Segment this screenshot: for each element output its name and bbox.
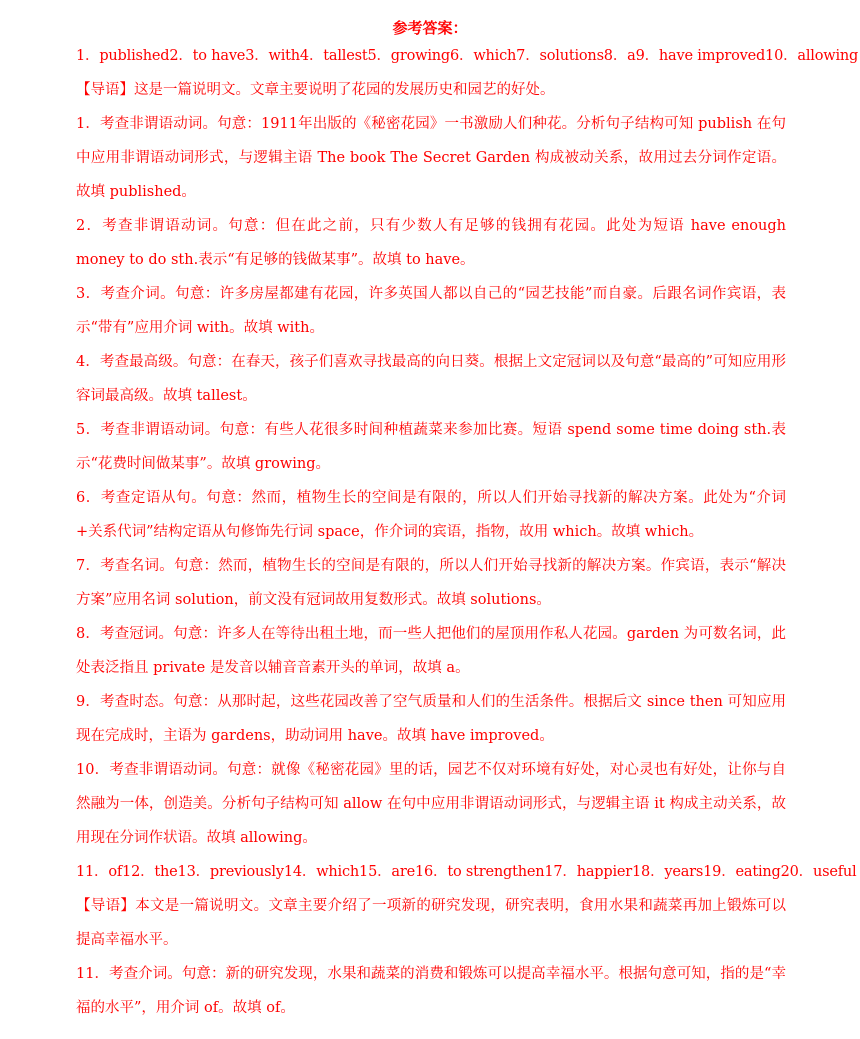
page-title: 参考答案： [392, 19, 468, 37]
explanation-item: 2．考查非谓语动词。句意：但在此之前，只有少数人有足够的钱拥有花园。此处为短语 have enough money to do sth.表示“有足够的钱做某事”。故填 to have。 [76, 218, 786, 268]
explanation-item: 4．考查最高级。句意：在春天，孩子们喜欢寻找最高的向日葵。根据上文定冠词以及句意“最高的”可知应用形容词最高级。故填 tallest。 [76, 354, 786, 404]
explanation-item: 3．考查介词。句意：许多房屋都建有花园，许多英国人都以自己的“园艺技能”而自豪。后跟名词作宾语，表示“带有”应用介词 with。故填 with。 [76, 286, 786, 336]
lead-paragraph-2: 【导语】本文是一篇说明文。文章主要介绍了一项新的研究发现，研究表明，食用水果和蔬菜再加上锻炼可以提高幸福水平。 [76, 898, 786, 948]
answer-key-1-10: 1．published2．to have3．with4．tallest5．growing6．which7．solutions8．a9．have improved10．allowing [76, 48, 859, 64]
explanation-item: 8．考查冠词。句意：许多人在等待出租土地，而一些人把他们的屋顶用作私人花园。garden 为可数名词，此处表泛指且 private 是发音以辅音音素开头的单词，故填 a。 [76, 626, 786, 676]
explanation-item: 6．考查定语从句。句意：然而，植物生长的空间是有限的，所以人们开始寻找新的解决方案。此处为“介词+关系代词”结构定语从句修饰先行词 space，作介词的宾语，指物，故用 which。故填 which。 [76, 490, 786, 540]
explanation-item: 7．考查名词。句意：然而，植物生长的空间是有限的，所以人们开始寻找新的解决方案。作宾语，表示“解决方案”应用名词 solution，前文没有冠词故用复数形式。故填 solutions。 [76, 558, 786, 608]
explanation-item: 9．考查时态。句意：从那时起，这些花园改善了空气质量和人们的生活条件。根据后文 since then 可知应用现在完成时，主语为 gardens，助动词用 have。故填 have improved。 [76, 694, 786, 744]
explanation-item: 11．考查介词。句意：新的研究发现，水果和蔬菜的消费和锻炼可以提高幸福水平。根据句意可知，指的是“幸福的水平”，用介词 of。故填 of。 [76, 966, 786, 1016]
explanation-item: 1．考查非谓语动词。句意：1911年出版的《秘密花园》一书激励人们种花。分析句子结构可知 publish 在句中应用非谓语动词形式，与逻辑主语 The book The Secret Garden 构成被动关系，故用过去分词作定语。故填 published。 [76, 116, 786, 200]
lead-paragraph-1: 【导语】这是一篇说明文。文章主要说明了花园的发展历史和园艺的好处。 [76, 82, 555, 98]
answer-key-11-20: 11．of12．the13．previously14．which15．are16．to strengthen17．happier18．years19．eating20．useful [76, 864, 857, 880]
explanation-item: 10．考查非谓语动词。句意：就像《秘密花园》里的话，园艺不仅对环境有好处，对心灵也有好处，让你与自然融为一体，创造美。分析句子结构可知 allow 在句中应用非谓语动词形式，与逻辑主语 it 构成主动关系，故用现在分词作状语。故填 allowing。 [76, 762, 786, 846]
explanation-item: 5．考查非谓语动词。句意：有些人花很多时间种植蔬菜来参加比赛。短语 spend some time doing sth.表示“花费时间做某事”。故填 growing。 [76, 422, 786, 472]
